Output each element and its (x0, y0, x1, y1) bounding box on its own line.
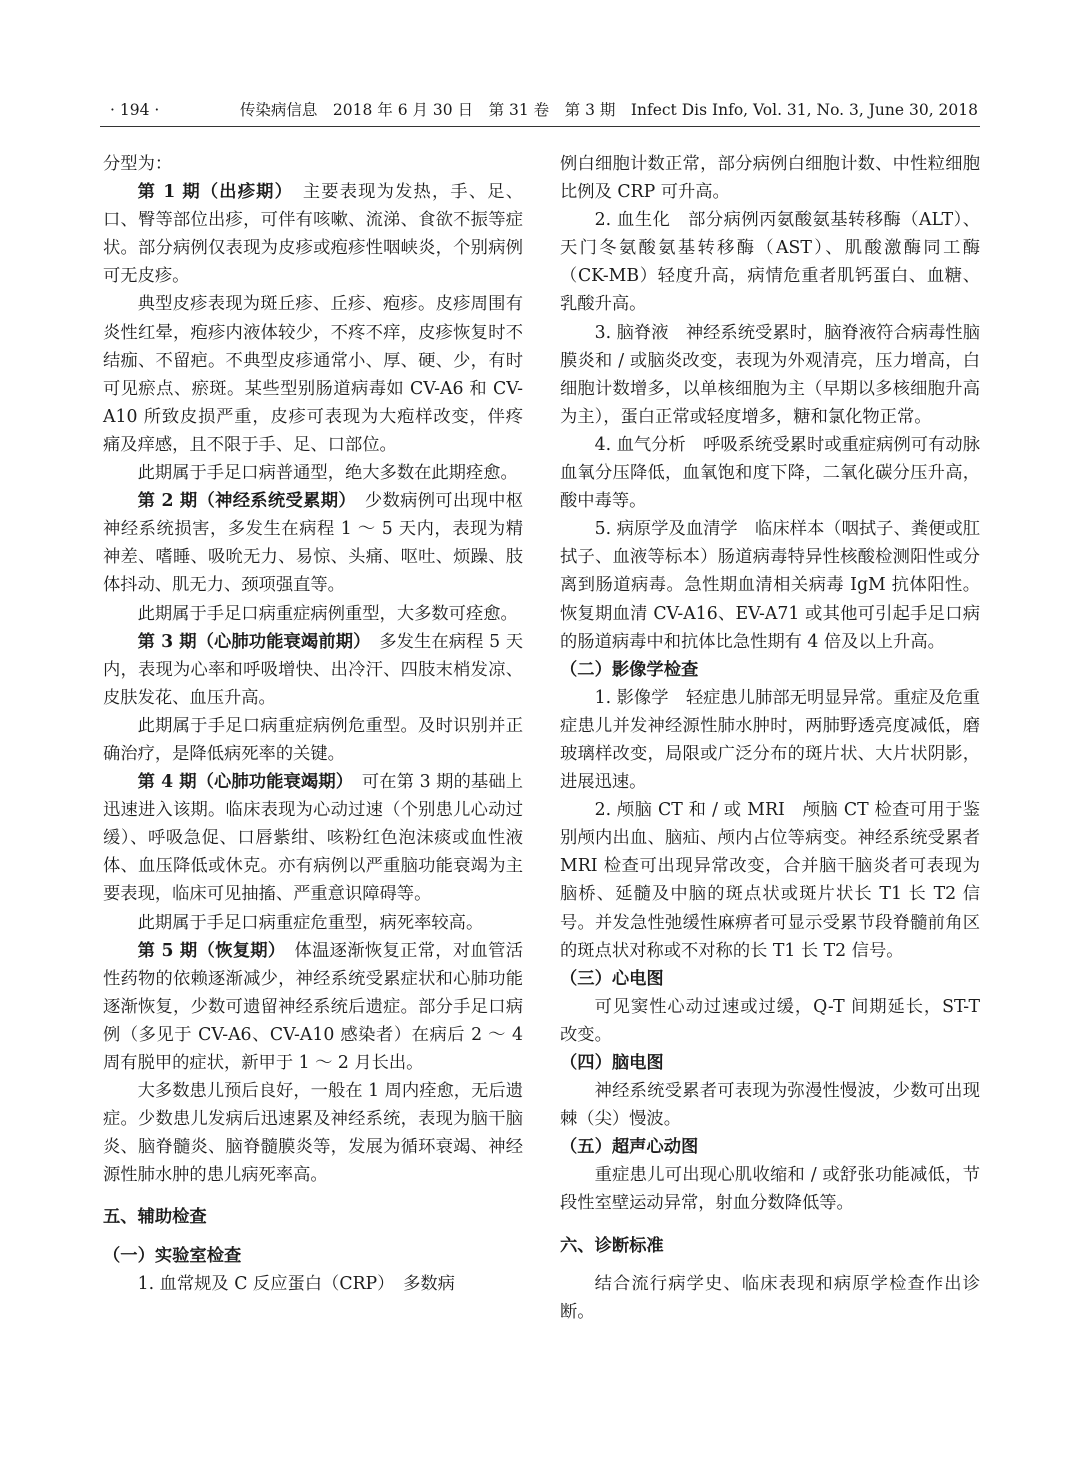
section-6-title: 六、诊断标准 (560, 1235, 664, 1256)
paragraph-text: 分型为： (103, 154, 173, 174)
left-paragraph (103, 1077, 523, 1189)
stage-lead: 第 2 期（神经系统受累期） (137, 491, 348, 512)
paragraph-text: 可在第 3 期的基础上迅速进入该期。临床表现为心动过速（个别患儿心动过缓）、呼吸急促、口唇紫绀、咳粉红色泡沫痰或血性液体、血压降低或休克。亦有病例以严重脑功能衰竭为主要表现，临床可见抽搐、严重意识障碍等。 (103, 772, 523, 905)
right-paragraph: 3. 脑脊液 神经系统受累时，脑脊液符合病毒性脑膜炎和 / 或脑炎改变，表现为外观清亮，压力增高，白细胞计数增多，以单核细胞为主（早期以多核细胞升高为主），蛋白正常或轻度增多，糖和氯化物正常。 (560, 322, 980, 427)
stage-lead: 第 5 期（恢复期） (137, 940, 277, 961)
subsection-title: （二）影像学检查 (560, 659, 699, 680)
paragraph-text: 体温逐渐恢复正常，对血管活性药物的依赖逐渐减少，神经系统受累症状和心肺功能逐渐恢复，少数可遗留神经系统后遗症。部分手足口病例（多见于 CV-A6、CV-A10 感染者）在病后 2 ～ 4 周有脱甲的症状，新甲于 1 ～ 2 月长出。 (103, 940, 523, 1073)
paragraph-text: 此期属于手足口病重症病例重型，大多数可痊愈。 (137, 603, 518, 624)
paragraph-text: 大多数患儿预后良好，一般在 1 周内痊愈，无后遗症。少数患儿发病后迅速累及神经系统，表现为脑干脑炎、脑脊髓炎、脑脊髓膜炎等，发展为循环衰竭、神经源性肺水肿的患儿病死率高。 (103, 1081, 523, 1186)
subsection-title: （五）超声心动图 (560, 1137, 699, 1158)
right-paragraph: 神经系统受累者可表现为弥漫性慢波，少数可出现棘（尖）慢波。 (560, 1081, 980, 1130)
paragraph-text: 主要表现为发热，手、足、口、臀等部位出疹，可伴有咳嗽、流涕、食欲不振等症状。部分病例仅表现为皮疹或疱疹性咽峡炎，个别病例可无皮疹。 (103, 182, 523, 287)
paragraph-text: 多发生在病程 5 天内，表现为心率和呼吸增快、出冷汗、四肢末梢发凉、皮肤发花、血压升高。 (103, 631, 523, 708)
right-paragraph: 可见窦性心动过速或过缓，Q-T 间期延长，ST-T 改变。 (560, 996, 980, 1045)
running-header (100, 96, 980, 127)
left-paragraph (103, 600, 523, 628)
right-column (560, 150, 980, 1326)
left-paragraph (103, 628, 523, 712)
left-column (103, 150, 523, 1298)
subsection-title: （四）脑电图 (560, 1053, 664, 1073)
paragraph-text: 典型皮疹表现为斑丘疹、丘疹、疱疹。皮疹周围有炎性红晕，疱疹内液体较少，不疼不痒，皮疹恢复时不结痂、不留疤。不典型皮疹通常小、厚、硬、少，有时可见瘀点、瘀斑。某些型别肠道病毒如 CV-A6 和 CV-A10 所致皮损严重，皮疹可表现为大疱样改变，伴疼痛及痒感，且不限于手、足、口部位。 (103, 294, 523, 455)
stage-lead: 第 1 期（出疹期） (137, 182, 285, 203)
right-paragraph: 例白细胞计数正常，部分病例白细胞计数、中性粒细胞比例及 CRP 可升高。 (560, 154, 980, 203)
left-paragraph (103, 712, 523, 768)
running-head: 传染病信息 2018 年 6 月 30 日 第 31 卷 第 3 期 Infect Dis Info, Vol. 31, No. 3, June 30, 2018 (239, 101, 978, 119)
left-paragraph (103, 290, 523, 459)
right-paragraphs (560, 150, 980, 1218)
stage-lead: 第 4 期（心肺功能衰竭期） (137, 772, 345, 793)
right-paragraph: 1. 影像学 轻症患儿肺部无明显异常。重症及危重症患儿并发神经源性肺水肿时，两肺野透亮度减低，磨玻璃样改变，局限或广泛分布的斑片状、大片状阴影，进展迅速。 (560, 687, 980, 793)
right-paragraph: 2. 颅脑 CT 和 / 或 MRI 颅脑 CT 检查可用于鉴别颅内出血、脑疝、颅内占位等病变。神经系统受累者 MRI 检查可出现异常改变，合并脑干脑炎者可表现为脑桥、延髓及中脑的斑点状或斑片状长 T1 长 T2 信号。并发急性弛缓性麻痹者可显示受累节段脊髓前角区的斑点状对称或不对称的长 T1 长 T2 信号。 (560, 800, 980, 961)
paragraph-text: 此期属于手足口病重症危重型，病死率较高。 (137, 912, 484, 933)
lab-item-1: 1. 血常规及 C 反应蛋白（CRP） 多数病 (137, 1273, 455, 1294)
paragraph-text: 此期属于手足口病重症病例危重型。及时识别并正确治疗，是降低病死率的关键。 (103, 715, 523, 764)
left-paragraph (103, 487, 523, 599)
stage-lead: 第 3 期（心肺功能衰竭前期） (137, 631, 362, 652)
section-5-title: 五、辅助检查 (103, 1207, 207, 1228)
subsection-title: （三）心电图 (560, 968, 664, 989)
right-paragraph: 5. 病原学及血清学 临床样本（咽拭子、粪便或肛拭子、血液等标本）肠道病毒特异性核酸检测阳性或分离到肠道病毒。急性期血清相关病毒 IgM 抗体阳性。恢复期血清 CV-A16、EV-A71 或其他可引起手足口病的肠道病毒中和抗体比急性期有 4 倍及以上升高。 (560, 519, 980, 652)
lab-section-title: （一）实验室检查 (103, 1245, 242, 1266)
left-paragraph (103, 459, 523, 487)
right-paragraph: 4. 血气分析 呼吸系统受累时或重症病例可有动脉血氧分压降低，血氧饱和度下降，二氧化碳分压升高，酸中毒等。 (560, 434, 980, 512)
left-paragraph (103, 178, 523, 290)
section-6-text: 结合流行病学史、临床表现和病原学检查作出诊断。 (560, 1273, 980, 1322)
left-paragraphs (103, 150, 523, 1189)
paragraph-text: 此期属于手足口病普通型，绝大多数在此期痊愈。 (137, 463, 518, 484)
left-paragraph (103, 768, 523, 908)
page-number: · 194 · (110, 101, 160, 119)
right-paragraph: 重症患儿可出现心肌收缩和 / 或舒张功能减低，节段性室壁运动异常，射血分数降低等。 (560, 1165, 980, 1214)
paragraph-text: 少数病例可出现中枢神经系统损害，多发生在病程 1 ～ 5 天内，表现为精神差、嗜睡、吸吮无力、易惊、头痛、呕吐、烦躁、肢体抖动、肌无力、颈项强直等。 (103, 491, 523, 596)
right-paragraph: 2. 血生化 部分病例丙氨酸氨基转移酶（ALT）、天门冬氨酸氨基转移酶（AST）、肌酸激酶同工酶（CK-MB）轻度升高，病情危重者肌钙蛋白、血糖、乳酸升高。 (560, 210, 980, 315)
left-paragraph (103, 937, 523, 1077)
left-paragraph (103, 909, 523, 937)
left-paragraph (103, 150, 523, 178)
